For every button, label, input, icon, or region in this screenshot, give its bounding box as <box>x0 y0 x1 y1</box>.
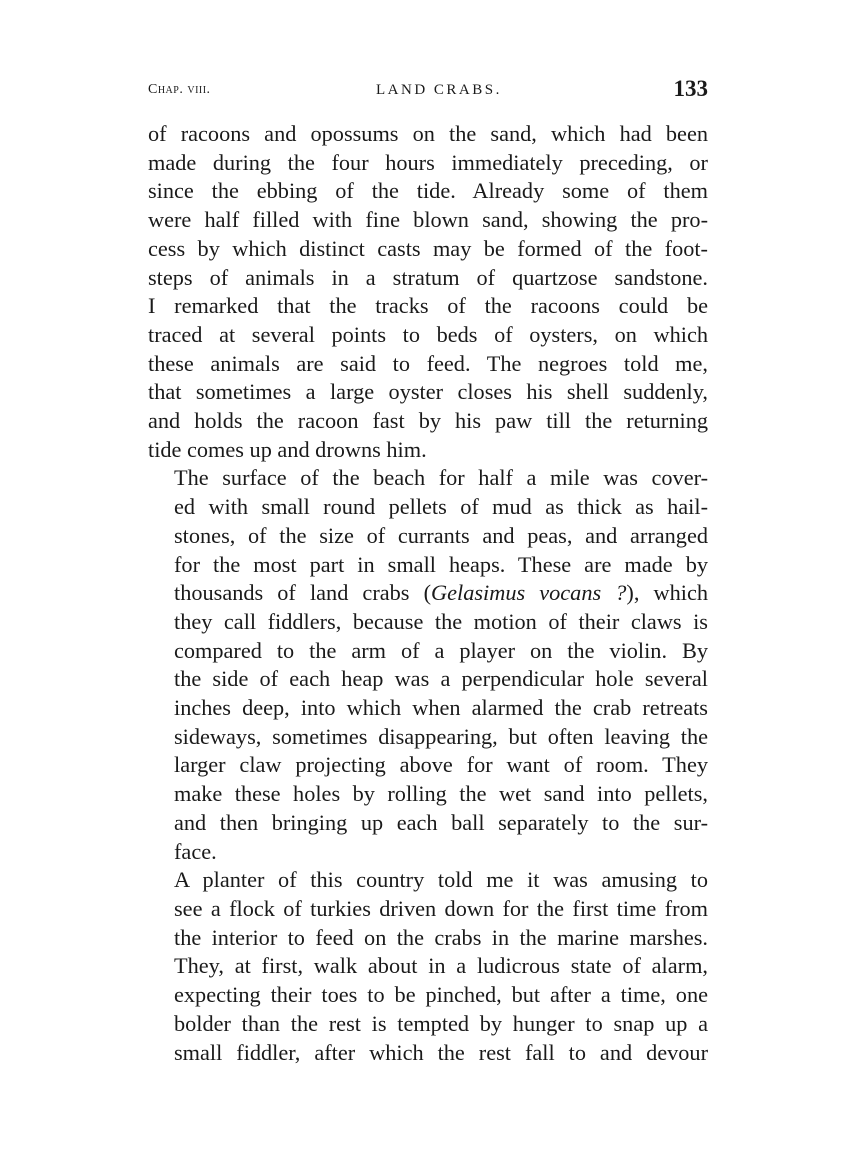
text-line: of racoons and opossums on the sand, which had been <box>148 121 708 146</box>
text-line: since the ebbing of the tide. Already some of them <box>148 178 708 204</box>
text-line: they call fiddlers, because the motion of their claws is <box>174 608 708 634</box>
text-line: were half filled with fine blown sand, showing the pro- <box>148 207 708 233</box>
species-name: Gelasimus vocans ? <box>431 580 627 606</box>
text-line: small fiddler, after which the rest fall to and devour <box>174 1039 708 1065</box>
text-line: expecting their toes to be pinched, but after a time, one <box>174 982 708 1008</box>
text-line: and then bringing up each ball separately to the sur- <box>174 809 708 835</box>
text-line: face. <box>174 838 217 864</box>
text-line: made during the four hours immediately preceding, or <box>148 149 708 175</box>
text-line: larger claw projecting above for want of room. They <box>174 752 708 778</box>
chapter-title: LAND CRABS. <box>376 82 502 98</box>
running-head <box>148 78 708 102</box>
text-line: They, at first, walk about in a ludicrous state of alarm, <box>174 953 708 979</box>
text-line: the interior to feed on the crabs in the marine marshes. <box>174 924 708 950</box>
text-line: ed with small round pellets of mud as thick as hail- <box>174 494 708 520</box>
text-line: make these holes by rolling the wet sand into pellets, <box>174 781 708 807</box>
text-line: that sometimes a large oyster closes his shell suddenly, <box>148 379 708 405</box>
paragraph-2 <box>148 464 708 866</box>
text-line: I remarked that the tracks of the racoons could be <box>148 293 708 319</box>
text-line: A planter of this country told me it was amusing to <box>174 867 708 893</box>
text-line: stones, of the size of currants and peas, and arranged <box>174 522 708 548</box>
book-page <box>148 0 708 1150</box>
text-line: cess by which distinct casts may be formed of the foot- <box>148 235 708 261</box>
page-number: 133 <box>673 76 708 101</box>
text-line: steps of animals in a stratum of quartzose sandstone. <box>148 264 708 290</box>
text-line: inches deep, into which when alarmed the crab retreats <box>174 695 708 721</box>
chapter-label: Chap. viii. <box>148 82 211 97</box>
text-segment: thousands of land crabs ( <box>174 580 431 606</box>
text-line: sideways, sometimes disappearing, but often leaving the <box>174 723 708 749</box>
text-line: and holds the racoon fast by his paw till the returning <box>148 408 708 434</box>
body-text <box>148 120 708 1067</box>
text-line: for the most part in small heaps. These are made by <box>174 551 708 577</box>
text-line: bolder than the rest is tempted by hunger to snap up a <box>174 1010 708 1036</box>
text-line: compared to the arm of a player on the violin. By <box>174 637 708 663</box>
paragraph-1 <box>148 120 708 464</box>
text-line: The surface of the beach for half a mile was cover- <box>174 465 708 491</box>
paragraph-3 <box>148 866 708 1067</box>
text-line-mixed <box>148 579 708 608</box>
text-segment: ), which <box>626 580 708 606</box>
text-line: tide comes up and drowns him. <box>148 436 427 462</box>
text-line: traced at several points to beds of oysters, on which <box>148 321 708 347</box>
text-line: see a flock of turkies driven down for the first time from <box>174 895 708 921</box>
text-line: the side of each heap was a perpendicular hole several <box>174 666 708 692</box>
text-line: these animals are said to feed. The negroes told me, <box>148 350 708 376</box>
